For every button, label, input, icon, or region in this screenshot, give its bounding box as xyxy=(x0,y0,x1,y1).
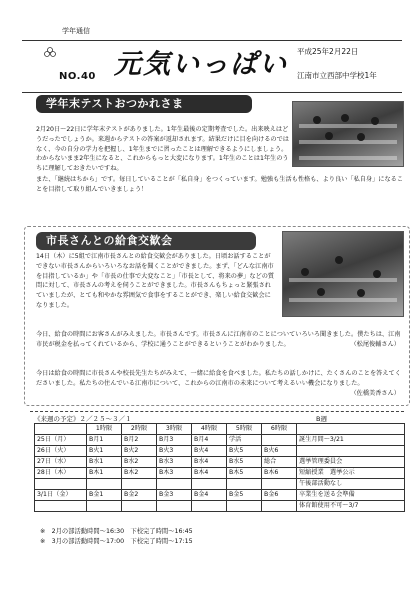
photo-mayor xyxy=(335,256,343,264)
period-cell xyxy=(227,501,262,512)
table-row xyxy=(35,468,405,479)
period-cell xyxy=(122,479,157,490)
masthead-title: 元気いっぱい xyxy=(114,49,288,80)
period-cell: B月4 xyxy=(192,435,227,446)
table-row xyxy=(35,490,405,501)
header-cell: 6時限 xyxy=(262,424,297,435)
photo-student xyxy=(325,132,333,140)
period-cell: B木3 xyxy=(157,468,192,479)
period-cell: 学活 xyxy=(227,435,262,446)
day-cell xyxy=(35,479,87,490)
period-cell xyxy=(157,501,192,512)
newsletter-header xyxy=(22,22,402,92)
note-line: ※ 3月の部活動時間～17:00 下校完了時間～17:15 xyxy=(40,538,193,545)
period-cell: B水1 xyxy=(87,457,122,468)
section-divider xyxy=(30,411,404,412)
day-cell: 25日（月） xyxy=(35,435,87,446)
period-cell: B金6 xyxy=(262,490,297,501)
note-cell: 誕生月間～3/21 xyxy=(297,435,405,446)
note-line: ※ 2月の部活動時間～16:30 下校完了時間～16:45 xyxy=(40,528,193,535)
period-cell: B金1 xyxy=(87,490,122,501)
header-cell xyxy=(35,424,87,435)
period-cell: B水5 xyxy=(227,457,262,468)
day-cell xyxy=(35,501,87,512)
period-cell: B火6 xyxy=(262,446,297,457)
header-cell: 2時限 xyxy=(122,424,157,435)
school-name: 江南市立西部中学校1年 xyxy=(297,71,377,80)
photo-student xyxy=(341,114,349,122)
issue-number: NO.40 xyxy=(59,71,96,82)
note-cell: 午後部活動なし xyxy=(297,479,405,490)
exam-paragraph-2: また、「継続はちから」です。毎日していることが「私自身」をつくっています。勉強も生活も性格も、より良い「私自身」になることを目指して取り組んでいきましょう！ xyxy=(36,176,404,193)
flower-icon xyxy=(44,47,56,59)
period-cell xyxy=(87,501,122,512)
period-cell xyxy=(262,479,297,490)
photo-student xyxy=(313,116,321,124)
period-cell xyxy=(157,479,192,490)
period-cell: B金5 xyxy=(227,490,262,501)
period-cell xyxy=(87,479,122,490)
section-title-mayor-lunch: 市長さんとの給食交歓会 xyxy=(36,232,256,250)
table-row xyxy=(35,501,405,512)
photo-student xyxy=(301,268,309,276)
period-cell: B火5 xyxy=(227,446,262,457)
photo-student xyxy=(357,133,365,141)
header-bottom-rule xyxy=(22,92,402,93)
note-cell: 体育館使用不可～3/7 xyxy=(297,501,405,512)
period-cell: B木2 xyxy=(122,468,157,479)
note-cell: 短縮授業 選挙公示 xyxy=(297,468,405,479)
classroom-exam-photo xyxy=(292,101,404,167)
publication-type: 学年通信 xyxy=(62,27,90,35)
table-row xyxy=(35,479,405,490)
photo-desk-row xyxy=(299,124,397,128)
period-cell: B木4 xyxy=(192,468,227,479)
note-cell: 卒業生を送る会準備 xyxy=(297,490,405,501)
period-cell: B火4 xyxy=(192,446,227,457)
comment-text: 今日、給食の時間にお客さんがみえました。市長さんです。市長さんに江南市のことについていろいろ聞きました。僕たちは、江南市民が税金を払ってくれているから、学校に通うことができるということがわかりました。 xyxy=(36,331,401,348)
period-cell: B月2 xyxy=(122,435,157,446)
schedule-header-row xyxy=(35,424,405,435)
club-time-notes xyxy=(40,527,193,547)
period-cell: 総合 xyxy=(262,457,297,468)
period-cell: B水2 xyxy=(122,457,157,468)
header-cell: 3時限 xyxy=(157,424,192,435)
table-row xyxy=(35,457,405,468)
period-cell: B木6 xyxy=(262,468,297,479)
period-cell: B金4 xyxy=(192,490,227,501)
period-cell: B火1 xyxy=(87,446,122,457)
period-cell: B火2 xyxy=(122,446,157,457)
note-cell xyxy=(297,446,405,457)
comment-text: 今日は給食の時間に市長さんや校長先生たちがみえて、一緒に給食を食べました。私たちの話しかけに、たくさんのことを答えてくださいました。私たちの住んでいる江南市について、これからの江南市の未来について考えるいい機会になりました。 xyxy=(36,370,401,387)
photo-table-row xyxy=(289,278,397,282)
exam-paragraph: 2月20日～22日に学年末テストがありました。1年生最後の定期考査でした。出来映えはどうだったでしょうか。来週からテストの答案が返却されます。結果だけに目を向けるのではなく、今の自分の学力を把握し、1年生までに習ったことは理解できるようにしましょう。わからないまま2年生になると、これからもっと大変になります。1年生のことは1年生のうちに理解しておきたいですね。 xyxy=(36,126,289,173)
section-title-exam: 学年末テストおつかれさま xyxy=(36,95,252,113)
photo-table-row xyxy=(289,298,397,302)
schedule-caption: 《来週の予定》２／２５～３／１ xyxy=(34,415,132,423)
period-cell: B月1 xyxy=(87,435,122,446)
table-row xyxy=(35,435,405,446)
period-cell: B金3 xyxy=(157,490,192,501)
photo-student xyxy=(317,288,325,296)
note-cell: 選挙管理委員会 xyxy=(297,457,405,468)
header-cell: 1時限 xyxy=(87,424,122,435)
period-cell: B木1 xyxy=(87,468,122,479)
period-cell xyxy=(192,479,227,490)
period-cell xyxy=(122,501,157,512)
period-cell xyxy=(227,479,262,490)
period-cell: B金2 xyxy=(122,490,157,501)
photo-desk-row xyxy=(299,156,397,160)
period-cell xyxy=(262,435,297,446)
student-comment-2 xyxy=(36,369,404,398)
day-cell: 28日（木） xyxy=(35,468,87,479)
header-cell: 4時限 xyxy=(192,424,227,435)
comment-signature: （松尾俊輔さん） xyxy=(350,340,400,348)
weekly-schedule-table xyxy=(34,423,405,512)
photo-student xyxy=(373,270,381,278)
table-row xyxy=(35,446,405,457)
comment-signature: （佐橋美香さん） xyxy=(350,389,400,397)
period-cell: B水4 xyxy=(192,457,227,468)
period-cell xyxy=(192,501,227,512)
period-cell xyxy=(262,501,297,512)
header-cell xyxy=(297,424,405,435)
period-cell: B火3 xyxy=(157,446,192,457)
student-comment-1 xyxy=(36,330,404,350)
day-cell: 3/1日（金） xyxy=(35,490,87,501)
mayor-lunch-photo xyxy=(282,231,404,317)
schedule-week-label: B週 xyxy=(316,415,327,423)
photo-student xyxy=(357,289,365,297)
period-cell: B月3 xyxy=(157,435,192,446)
period-cell: B木5 xyxy=(227,468,262,479)
photo-student xyxy=(371,117,379,125)
day-cell: 27日（水） xyxy=(35,457,87,468)
period-cell: B水3 xyxy=(157,457,192,468)
mayor-lunch-paragraph: 14日（木）に5組で江南市長さんとの給食交歓会がありました。日頃お話することができない市長さんからいろいろなお話を聞くことができました。まず、「どんな江南市を目指しているか」や「市長の仕事で大変なこと」「市長として、将来の夢」などの質問に対して、市長さんの考えを伺うことができました。市長さんもちょっと緊張されていましたが、とても和やかな雰囲気で食事をすることができ、楽しい給食交歓会になりました。 xyxy=(36,253,275,309)
header-top-rule xyxy=(22,40,402,41)
day-cell: 26日（火） xyxy=(35,446,87,457)
header-cell: 5時限 xyxy=(227,424,262,435)
publication-date: 平成25年2月22日 xyxy=(297,47,359,56)
photo-desk-row xyxy=(299,140,397,144)
